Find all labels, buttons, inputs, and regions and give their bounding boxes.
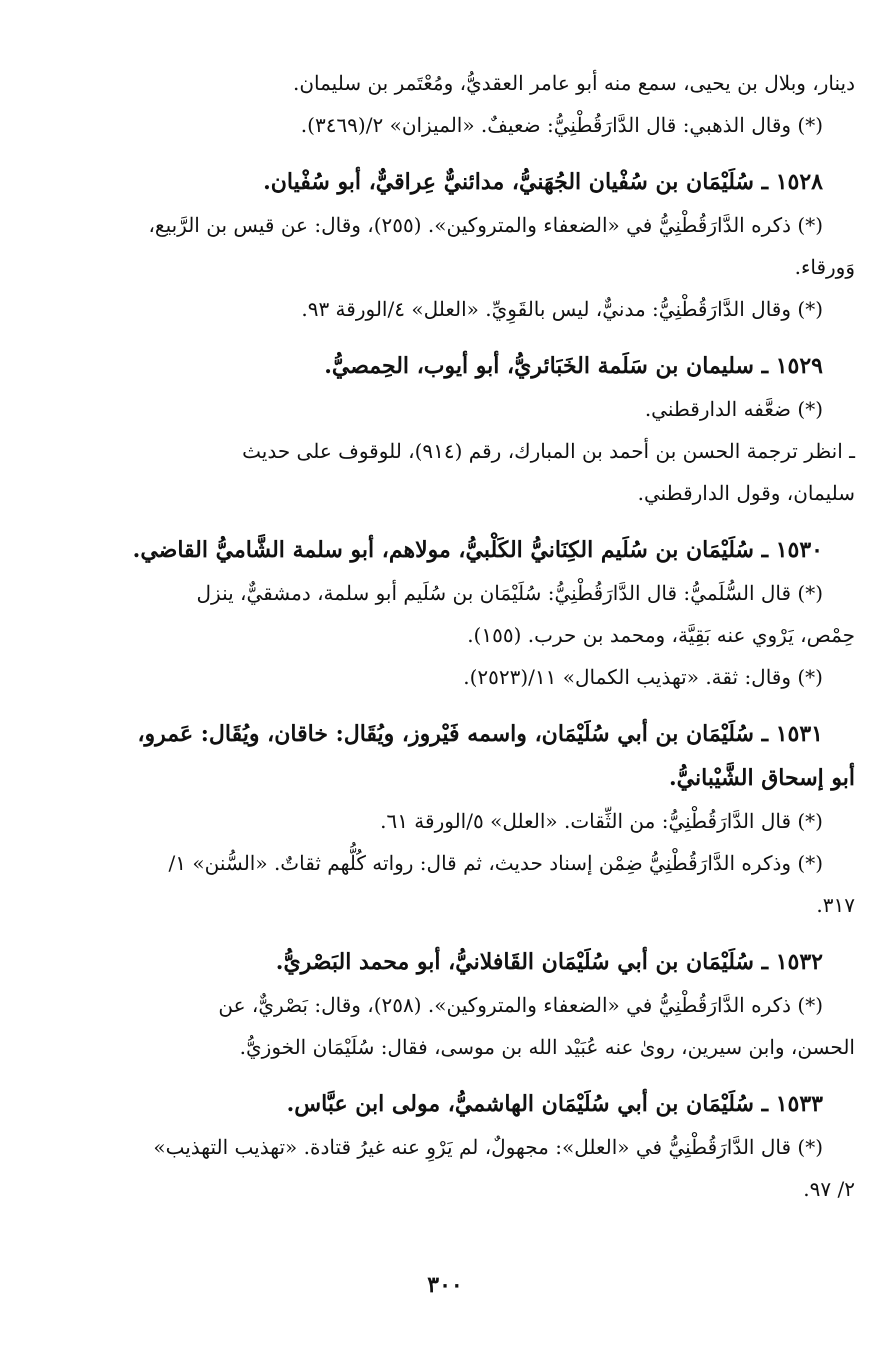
entry-1528 (40, 160, 855, 330)
text-line: (*) قال السُّلَميُّ: قال الدَّارَقُطْنِيُّ: سُلَيْمَان بن سُلَيم أبو سلمة، دمشقيٌّ، ينزل (196, 581, 823, 605)
text-line: (*) قال الدَّارَقُطْنِيُّ في «العلل»: مجهولٌ، لم يَرْوِ عنه غيرُ قتادة. «تهذيب التهذيب» (153, 1135, 823, 1159)
text-line: ٢/ ٩٧. (803, 1177, 855, 1201)
text-line: (*) وقال: ثقة. «تهذيب الكمال» ١١/(٢٥٢٣). (463, 665, 823, 689)
entry-1533 (40, 1082, 855, 1210)
entry-heading: ١٥٣٢ ـ سُلَيْمَان بن أبي سُلَيْمَان القَافلانيُّ، أبو محمد البَصْريُّ. (275, 949, 823, 975)
entry-heading-continuation: أبو إسحاق الشَّيْبانيُّ. (669, 765, 855, 791)
text-line: سليمان، وقول الدارقطني. (637, 481, 855, 505)
entry-heading: ١٥٣١ ـ سُلَيْمَان بن أبي سُلَيْمَان، واسمه فَيْروز، ويُقَال: خاقان، ويُقَال: عَمرو، (137, 721, 823, 747)
text-line: (*) وقال الذهبي: قال الدَّارَقُطْنِيُّ: ضعيفٌ. «الميزان» ٢/(٣٤٦٩). (300, 113, 823, 137)
text-line: الحسن، وابن سيرين، روىٰ عنه عُبَيْد الله بن موسى، فقال: سُلَيْمَان الخوزيُّ. (239, 1035, 855, 1059)
text-line: وَورقاء. (794, 255, 855, 279)
text-line: (*) ضعَّفه الدارقطني. (644, 397, 823, 421)
text-line: دينار، وبلال بن يحيى، سمع منه أبو عامر العقديُّ، ومُعْتَمر بن سليمان. (292, 71, 855, 95)
text-line: (*) ذكره الدَّارَقُطْنِيُّ في «الضعفاء والمتروكين». (٢٥٥)، وقال: عن قيس بن الرَّبيع، (148, 213, 823, 237)
entry-1530 (40, 528, 855, 698)
entry-1529 (40, 344, 855, 514)
text-line: (*) وذكره الدَّارَقُطْنِيُّ ضِمْن إسناد حديث، ثم قال: رواته كُلُّهم ثقاتٌ. «السُّنن» ١/ (168, 851, 823, 875)
entry-heading: ١٥٣٠ ـ سُلَيْمَان بن سُلَيم الكِنَانيُّ الكَلْبيُّ، مولاهم، أبو سلمة الشَّاميُّ القاضي. (132, 537, 823, 563)
text-line: (*) وقال الدَّارَقُطْنِيُّ: مدنيٌّ، ليس بالقَوِيِّ. «العلل» ٤/الورقة ٩٣. (301, 297, 823, 321)
page-body (40, 62, 855, 1210)
text-line: ـ انظر ترجمة الحسن بن أحمد بن المبارك، رقم (٩١٤)، للوقوف على حديث (242, 439, 855, 463)
text-line: ٣١٧. (816, 893, 855, 917)
entry-continuation (40, 62, 855, 146)
text-line: (*) قال الدَّارَقُطْنِيُّ: من الثِّقات. «العلل» ٥/الورقة ٦١. (380, 809, 823, 833)
entry-1532 (40, 940, 855, 1068)
entry-1531 (40, 712, 855, 926)
entry-heading: ١٥٣٣ ـ سُلَيْمَان بن أبي سُلَيْمَان الهاشميُّ، مولى ابن عبَّاس. (286, 1091, 823, 1117)
text-line: حِمْص، يَرْوي عنه بَقِيَّة، ومحمد بن حرب. (١٥٥). (467, 623, 855, 647)
entry-heading: ١٥٢٨ ـ سُلَيْمَان بن سُفْيان الجُهَنيُّ، مدائنيٌّ عِراقيٌّ، أبو سُفْيان. (263, 169, 823, 195)
text-line: (*) ذكره الدَّارَقُطْنِيُّ في «الضعفاء والمتروكين». (٢٥٨)، وقال: بَصْريٌّ، عن (218, 993, 823, 1017)
page-number: ٣٠٠ (427, 1272, 463, 1298)
entry-heading: ١٥٢٩ ـ سليمان بن سَلَمة الخَبَائريُّ، أبو أيوب، الحِمصيُّ. (324, 353, 823, 379)
